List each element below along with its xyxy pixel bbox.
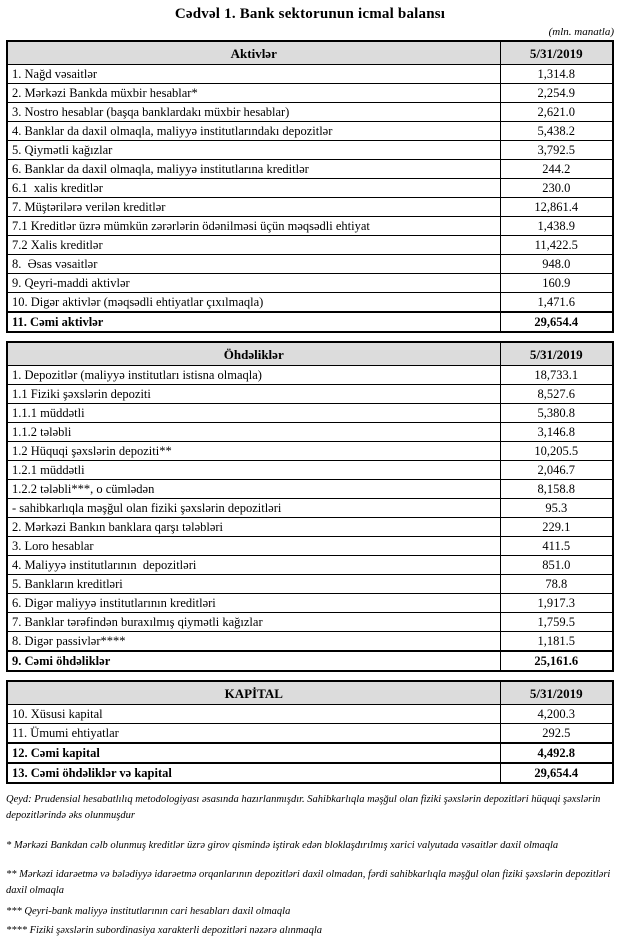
row-label: 3. Loro hesablar — [7, 537, 500, 556]
row-label: 7.1 Kreditlər üzrə mümkün zərərlərin ödənilməsi üçün məqsədli ehtiyat — [7, 217, 500, 236]
footnotes — [6, 792, 614, 938]
table-row — [7, 274, 613, 293]
row-value: 1,438.9 — [500, 217, 613, 236]
row-label: 11. Cəmi aktivlər — [7, 312, 500, 332]
row-value: 292.5 — [500, 724, 613, 744]
row-label: 6.1 xalis kreditlər — [7, 179, 500, 198]
row-label: 5. Bankların kreditləri — [7, 575, 500, 594]
unit-note: (mln. manatla) — [548, 26, 614, 38]
row-label: 5. Qiymətli kağızlar — [7, 141, 500, 160]
row-value: 2,621.0 — [500, 103, 613, 122]
table-row — [7, 499, 613, 518]
section-header-liabilities: Öhdəliklər — [7, 342, 500, 366]
row-label: 1.1.1 müddətli — [7, 404, 500, 423]
date-header: 5/31/2019 — [500, 681, 613, 705]
row-value: 244.2 — [500, 160, 613, 179]
row-value: 95.3 — [500, 499, 613, 518]
table-row — [7, 84, 613, 103]
table-row — [7, 632, 613, 652]
row-label: 1. Depozitlər (maliyyə institutları istisna olmaqla) — [7, 366, 500, 385]
table-row — [7, 556, 613, 575]
table-row — [7, 198, 613, 217]
date-header: 5/31/2019 — [500, 342, 613, 366]
row-label: 2. Mərkəzi Bankın banklara qarşı tələbləri — [7, 518, 500, 537]
row-value: 1,471.6 — [500, 293, 613, 313]
table-row — [7, 594, 613, 613]
table-row — [7, 575, 613, 594]
liabilities-header-row — [7, 342, 613, 366]
row-value: 10,205.5 — [500, 442, 613, 461]
assets-rows — [7, 65, 613, 333]
table-row — [7, 312, 613, 332]
row-label: 6. Banklar da daxil olmaqla, maliyyə institutlarına kreditlər — [7, 160, 500, 179]
row-label: 8. Digər passivlər**** — [7, 632, 500, 652]
row-value: 11,422.5 — [500, 236, 613, 255]
row-label: 2. Mərkəzi Bankda müxbir hesablar* — [7, 84, 500, 103]
row-label: 1.2.2 tələbli***, o cümlədən — [7, 480, 500, 499]
assets-table — [6, 40, 614, 333]
row-label: 12. Cəmi kapital — [7, 743, 500, 763]
row-label: 1.2 Hüquqi şəxslərin depoziti** — [7, 442, 500, 461]
table-row — [7, 724, 613, 744]
row-value: 3,146.8 — [500, 423, 613, 442]
row-label: 9. Qeyri-maddi aktivlər — [7, 274, 500, 293]
row-label: 1.1.2 tələbli — [7, 423, 500, 442]
assets-header-row — [7, 41, 613, 65]
table-row — [7, 179, 613, 198]
row-label: 6. Digər maliyyə institutlarının kreditləri — [7, 594, 500, 613]
table-row — [7, 461, 613, 480]
row-label: 4. Banklar da daxil olmaqla, maliyyə institutlarındakı depozitlər — [7, 122, 500, 141]
row-label: 10. Digər aktivlər (məqsədli ehtiyatlar çıxılmaqla) — [7, 293, 500, 313]
row-label: 7. Müştərilərə verilən kreditlər — [7, 198, 500, 217]
table-row — [7, 141, 613, 160]
table-row — [7, 537, 613, 556]
table-row — [7, 480, 613, 499]
table-row — [7, 65, 613, 84]
row-value: 2,254.9 — [500, 84, 613, 103]
footnote-2: ** Mərkəzi idarəetmə və bələdiyyə idarəetmə orqanlarının depozitləri daxil olmadan, fərdi sahibkarlıqla məşğul olan fiziki şəxslərin depozitləri daxil olmaqla — [6, 869, 611, 896]
row-label: 1. Nağd vəsaitlər — [7, 65, 500, 84]
row-value: 8,527.6 — [500, 385, 613, 404]
row-value: 4,200.3 — [500, 705, 613, 724]
row-value: 5,438.2 — [500, 122, 613, 141]
table-row — [7, 385, 613, 404]
row-value: 1,917.3 — [500, 594, 613, 613]
row-value: 18,733.1 — [500, 366, 613, 385]
table-row — [7, 366, 613, 385]
capital-rows — [7, 705, 613, 784]
liabilities-rows — [7, 366, 613, 672]
row-value: 411.5 — [500, 537, 613, 556]
footnote-1: * Mərkəzi Bankdan cəlb olunmuş kreditlər üzrə girov qismində iştirak edən bloklaşdırılmış xarici valyutada vəsaitlər daxil olmaqla — [6, 839, 559, 851]
row-value: 4,492.8 — [500, 743, 613, 763]
table-row — [7, 122, 613, 141]
section-header-capital: KAPİTAL — [7, 681, 500, 705]
row-label: 7. Banklar tərəfindən buraxılmış qiymətli kağızlar — [7, 613, 500, 632]
footnote-4: **** Fiziki şəxslərin subordinasiya xarakterli depozitləri nəzərə alınmaqla — [6, 924, 323, 936]
row-value: 29,654.4 — [500, 763, 613, 783]
row-value: 2,046.7 — [500, 461, 613, 480]
row-value: 8,158.8 — [500, 480, 613, 499]
table-row — [7, 705, 613, 724]
date-header: 5/31/2019 — [500, 41, 613, 65]
row-value: 1,181.5 — [500, 632, 613, 652]
table-row — [7, 236, 613, 255]
table-row — [7, 423, 613, 442]
row-value: 25,161.6 — [500, 651, 613, 671]
row-label: 8. Əsas vəsaitlər — [7, 255, 500, 274]
row-value: 5,380.8 — [500, 404, 613, 423]
table-row — [7, 651, 613, 671]
section-header-assets: Aktivlər — [7, 41, 500, 65]
row-label: 9. Cəmi öhdəliklər — [7, 651, 500, 671]
row-label: 13. Cəmi öhdəliklər və kapital — [7, 763, 500, 783]
page-title: Cədvəl 1. Bank sektorunun icmal balansı — [174, 6, 446, 22]
row-label: 1.1 Fiziki şəxslərin depoziti — [7, 385, 500, 404]
capital-table — [6, 680, 614, 784]
table-row — [7, 743, 613, 763]
row-value: 29,654.4 — [500, 312, 613, 332]
table-row — [7, 404, 613, 423]
footnote-3: *** Qeyri-bank maliyyə institutlarının cari hesabları daxil olmaqla — [6, 905, 291, 917]
liabilities-table — [6, 341, 614, 672]
row-value: 1,314.8 — [500, 65, 613, 84]
row-label: 11. Ümumi ehtiyatlar — [7, 724, 500, 744]
row-label: 10. Xüsusi kapital — [7, 705, 500, 724]
table-row — [7, 518, 613, 537]
table-row — [7, 293, 613, 313]
row-value: 160.9 — [500, 274, 613, 293]
row-label: 1.2.1 müddətli — [7, 461, 500, 480]
capital-header-row — [7, 681, 613, 705]
table-row — [7, 217, 613, 236]
row-value: 948.0 — [500, 255, 613, 274]
row-value: 851.0 — [500, 556, 613, 575]
row-value: 12,861.4 — [500, 198, 613, 217]
row-value: 230.0 — [500, 179, 613, 198]
row-label: - sahibkarlıqla məşğul olan fiziki şəxslərin depozitləri — [7, 499, 500, 518]
table-row — [7, 103, 613, 122]
note-qeyd: Qeyd: Prudensial hesabatlılıq metodologiyası əsasında hazırlanmışdır. Sahibkarlıqla məşğul olan fiziki şəxslərin depozitləri hüquqi şəxslərin depozitlərində əks olunmuşdur — [6, 794, 601, 821]
row-label: 4. Maliyyə institutlarının depozitləri — [7, 556, 500, 575]
table-row — [7, 255, 613, 274]
row-value: 78.8 — [500, 575, 613, 594]
table-row — [7, 442, 613, 461]
table-row — [7, 613, 613, 632]
row-value: 1,759.5 — [500, 613, 613, 632]
row-label: 3. Nostro hesablar (başqa banklardakı müxbir hesablar) — [7, 103, 500, 122]
table-row — [7, 160, 613, 179]
table-row — [7, 763, 613, 783]
row-value: 3,792.5 — [500, 141, 613, 160]
row-label: 7.2 Xalis kreditlər — [7, 236, 500, 255]
row-value: 229.1 — [500, 518, 613, 537]
